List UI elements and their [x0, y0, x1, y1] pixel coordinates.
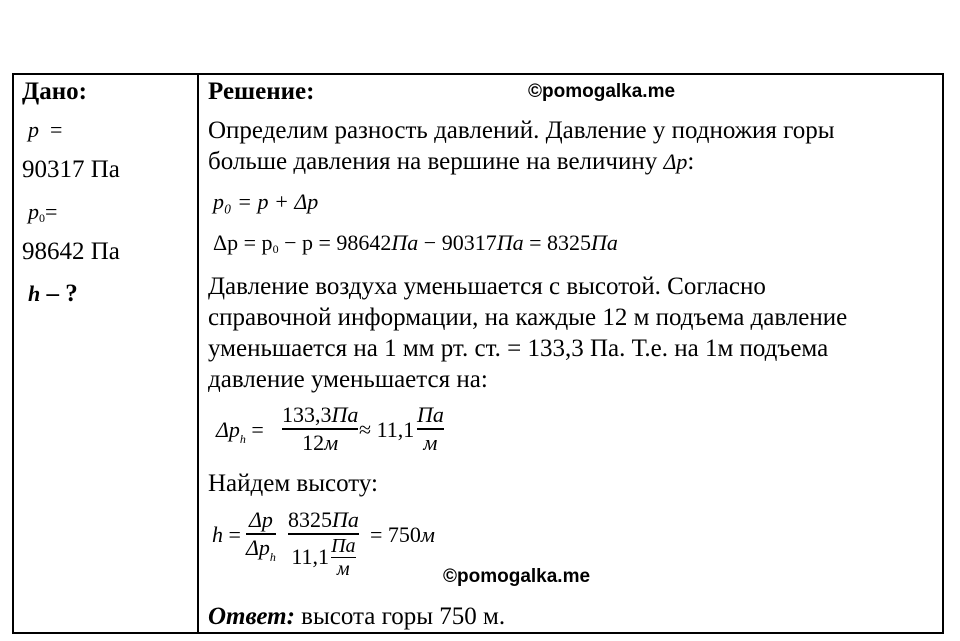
para2-line4: давление уменьшается на:	[208, 366, 488, 393]
given-find: h – ?	[28, 280, 78, 307]
eq4-fraction-1: Δp $\Delta p_h$	[246, 507, 276, 564]
eq4-result: = 750м	[370, 522, 435, 547]
column-divider	[197, 73, 199, 634]
given-p0-value: 98642 Па	[22, 238, 120, 265]
eq4-fraction-2: 8325Па 11,1 Па м	[288, 507, 359, 580]
eq4-lhs: h =	[212, 522, 241, 547]
eq3-unit-fraction: Па м	[417, 402, 444, 455]
equation-2: $\Delta p = p_0 - p = 98642Па - 90317Па = 8325Па$	[213, 230, 618, 256]
given-p0: $p_0=$	[28, 199, 58, 225]
equation-1: p₀ = p + Δp	[213, 189, 319, 214]
answer: Ответ: высота горы 750 м.	[208, 603, 506, 630]
para1-line1: Определим разность давлений. Давление у подножия горы	[208, 117, 835, 144]
para3: Найдем высоту:	[208, 470, 378, 497]
watermark-top: ©pomogalka.me	[528, 81, 676, 102]
given-p: p =	[28, 117, 63, 142]
eq3-fraction: 133,3Па 12м	[282, 402, 359, 455]
watermark-bottom: ©pomogalka.me	[443, 566, 591, 587]
given-header: Дано:	[22, 78, 87, 105]
para2-line3: уменьшается на 1 мм рт. ст. = 133,3 Па. Т.е. на 1м подъема	[208, 335, 829, 362]
para2-line2: справочной информации, на каждые 12 м подъема давление	[208, 304, 848, 331]
para1-line2: больше давления на вершине на величину Δp:	[208, 148, 695, 175]
eq3-approx: ≈ 11,1	[359, 417, 415, 442]
given-p-value: 90317 Па	[22, 156, 120, 183]
eq3-lhs: $\Delta p_h$ =	[216, 417, 264, 446]
solution-header: Решение:	[208, 78, 315, 105]
para2-line1: Давление воздуха уменьшается с высотой. Согласно	[208, 273, 766, 300]
